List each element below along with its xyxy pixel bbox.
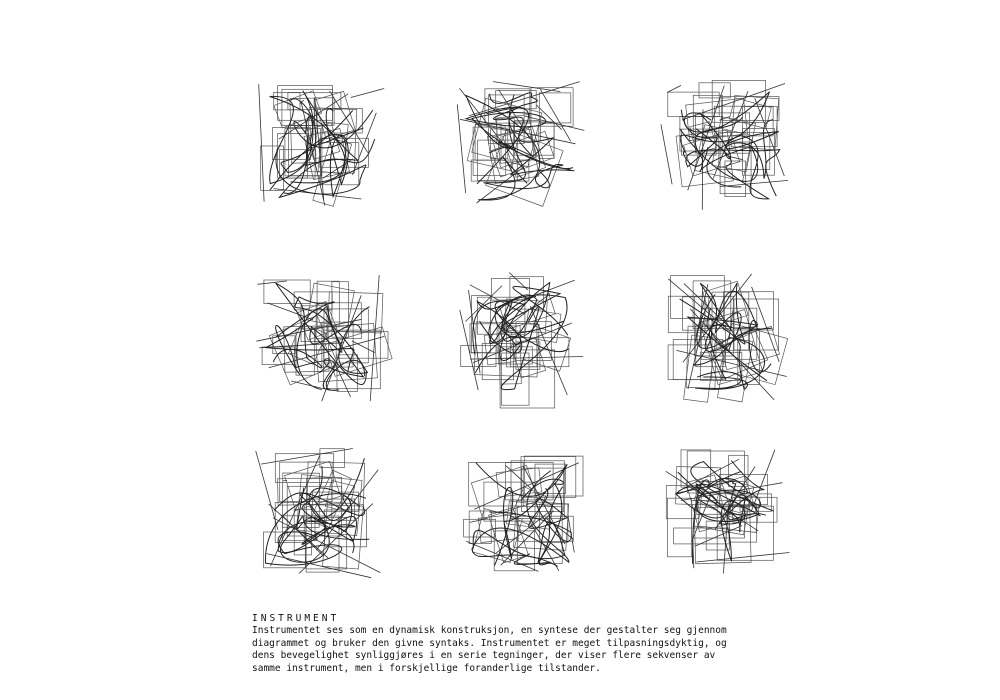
- line-drawing-r2c2: [445, 262, 595, 412]
- line-drawing-r3c3: [650, 438, 800, 588]
- line-drawing-r2c3: [650, 262, 800, 412]
- caption-line: dens bevegelighet synliggjøres i en serie tegninger, der viser flere sekvenser av: [252, 650, 716, 662]
- caption-line: Instrumentet ses som en dynamisk konstruksjon, en syntese der gestalter seg gjennom: [252, 625, 727, 636]
- line-drawing-r3c1: [245, 438, 395, 588]
- caption-title: INSTRUMENT: [252, 613, 340, 624]
- line-drawing-r1c2: [445, 70, 595, 220]
- line-drawing-r1c1: [245, 70, 395, 220]
- caption-line: samme instrument, men i forskjellige foranderlige tilstander.: [252, 662, 601, 674]
- caption-line: diagrammet og bruker den givne syntaks. Instrumentet er meget tilpasningsdyktig, og: [252, 637, 727, 649]
- line-drawing-r2c1: [245, 262, 395, 412]
- line-drawing-r1c3: [650, 70, 800, 220]
- caption: [252, 612, 792, 675]
- line-drawing-r3c2: [445, 438, 595, 588]
